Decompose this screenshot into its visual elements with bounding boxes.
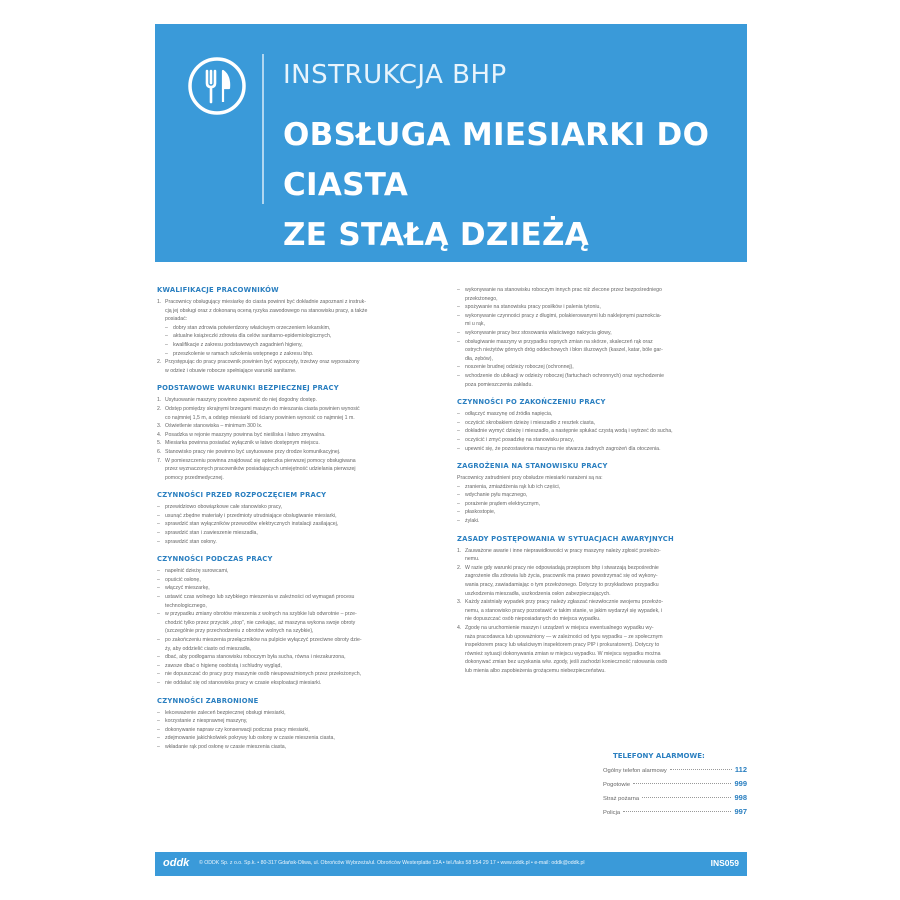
list-item (157, 324, 437, 333)
list-item-text: lub mienia albo zapobieżenia grożącemu niebezpieczeństwu. (465, 667, 606, 674)
list-marker: 1. (457, 547, 462, 554)
list-item (157, 431, 437, 440)
list-item (457, 363, 737, 372)
list-item-text: wkładanie rąk pod osłonę w czasie mieszenia ciasta, (165, 743, 287, 750)
phone-row: Ogólny telefon alarmowy 112 (603, 765, 747, 774)
list-marker: 1. (157, 299, 162, 305)
list-item (457, 624, 737, 633)
list-marker: – (165, 350, 168, 357)
section-title: ZASADY POSTĘPOWANIA W SYTUACJACH AWARYJNYCH (457, 534, 674, 543)
list-item-text: (szczególnie przy przechodzeniu z obrotów wolnych na szybkie), (165, 628, 314, 635)
list-marker: 6. (157, 448, 162, 455)
list-marker: – (157, 611, 160, 618)
list-item (457, 590, 737, 599)
oddk-logo: oddk (163, 857, 190, 869)
list-item (157, 610, 437, 619)
list-item (457, 381, 737, 390)
list-marker: 2. (157, 405, 162, 412)
list-marker: – (457, 500, 460, 507)
list-item-text: również sytuacji dokonywania zmian w miejscu wypadku. W miejscu wypadku można (465, 650, 661, 657)
phones-title: TELEFONY ALARMOWE: (613, 752, 705, 760)
list-item-text: dokonywanie napraw czy konserwacji podczas pracy miesiarki, (165, 726, 310, 733)
list-item-text: dła, zębów), (465, 355, 493, 362)
document-code: INS059 (710, 858, 739, 868)
list-item-text: sprawdzić stan wyłączników przewodów elektrycznych instalacji zasilającej, (165, 521, 339, 528)
list-item (157, 653, 437, 662)
publisher-address: © ODDK Sp. z o.o. Sp.k. • 80-317 Gdańsk-Oliwa, ul. Obrońców Wybrzeża/ul. Obrońców Westerplatte 12A • tel./faks 58 554 29 17 • www.oddk.pl • e-mail: oddk@oddk.pl (199, 860, 585, 866)
list-item (457, 615, 737, 624)
list-item-text: wchodzenie do ubikacji w odzieży roboczej (fartuchach ochronnych) oraz wychodzenie (465, 372, 664, 379)
list-item-text: wykonywanie na stanowisku roboczym innych prac niż zlecone przez bezpośredniego (465, 287, 662, 293)
list-item-text: Każdy zaistniały wypadek przy pracy należy zgłaszać niezwłocznie swojemu przełożo- (465, 599, 664, 606)
section-title: CZYNNOŚCI PODCZAS PRACY (157, 555, 273, 564)
list-marker: 4. (157, 431, 162, 438)
list-item (157, 734, 437, 743)
list-item (157, 645, 437, 654)
list-item-text: zawsze dbać o higienę osobistą i schludny wygląd, (165, 662, 282, 669)
list-item (457, 508, 737, 517)
list-item (457, 355, 737, 364)
list-item-text: co najmniej 1,5 m, a odstęp miesiarki od ściany powinien wynosić co najmniej 1 m. (165, 414, 355, 421)
list-item-text: Oświetlenie stanowiska – minimum 300 lx. (165, 423, 263, 430)
content-columns (157, 286, 747, 816)
list-item-text: uszkodzenia mieszadła, uszkodzenia osłon zabezpieczających. (465, 590, 611, 597)
phone-row: Pogotowie 999 (603, 779, 747, 788)
section-qualifications (157, 286, 437, 375)
list-marker: – (157, 594, 160, 601)
list-marker: 5. (157, 440, 162, 447)
section-during-work (157, 555, 437, 687)
list-item-text: w odzież i obuwie robocze spełniające warunki sanitarne. (165, 367, 297, 374)
list-marker: – (457, 372, 460, 379)
list-item-text: odłączyć maszynę od źródła napięcia, (465, 411, 553, 418)
list-marker: – (457, 329, 460, 336)
list-item (157, 307, 437, 316)
list-marker: 7. (157, 457, 162, 464)
section-title: CZYNNOŚCI PRZED ROZPOCZĘCIEM PRACY (157, 491, 327, 500)
section-title: KWALIFIKACJE PRACOWNIKÓW (157, 286, 279, 294)
list-item (157, 465, 437, 474)
list-marker: – (157, 504, 160, 511)
list-item (157, 602, 437, 611)
list-item-text: przewidziowo obowiązkowe całe stanowisko pracy, (165, 504, 282, 511)
list-marker: – (457, 304, 460, 311)
section-title: PODSTAWOWE WARUNKI BEZPIECZNEJ PRACY (157, 384, 339, 393)
list-item (157, 298, 437, 307)
list-marker: – (165, 324, 168, 331)
list-item (157, 414, 437, 423)
list-item (157, 315, 437, 324)
list-item-text: ostrych nieżytów górnych dróg oddechowych i błon śluzowych (kaszel, katar, bóle gar- (465, 347, 663, 354)
list-item (157, 717, 437, 726)
list-item (457, 555, 737, 564)
header-divider (262, 54, 264, 204)
list-item-text: korzystanie z niesprawnej maszyny, (165, 718, 248, 725)
list-item-text: wania pracy, zawiadamiając o tym przełożonego. Dotyczy to przykładowo przypadku (465, 582, 659, 589)
list-item-text: poza pomieszczenia zakładu. (465, 381, 533, 388)
list-marker: – (457, 492, 460, 499)
list-item (457, 483, 737, 492)
emergency-phones (603, 752, 747, 821)
section-hazards (457, 462, 737, 526)
list-marker: – (157, 735, 160, 742)
list-item-text: Zgodę na uruchomienie maszyn i urządzeń w miejscu ewentualnego wypadku wy- (465, 625, 654, 631)
list-marker: 2. (157, 359, 162, 366)
poster-footer (155, 852, 747, 876)
list-marker: – (157, 726, 160, 733)
list-marker: 1. (157, 397, 162, 404)
list-item (457, 547, 737, 556)
list-item-text: dokładnie wymyć dzieżę i mieszadło, a następnie spłukać czystą wodą i wytrzeć do sucha, (465, 428, 673, 435)
section-forbidden-continued (457, 286, 737, 389)
list-item-text: noszenie brudnej odzieży roboczej (ochronnej), (465, 364, 574, 371)
list-marker: – (165, 333, 168, 340)
list-marker: 3. (157, 423, 162, 430)
list-item (457, 329, 737, 338)
list-marker: – (157, 679, 160, 686)
list-item-text: dokonywać zmian bez uzyskania w/w. zgody, jeśli zachodzi konieczność ratowania osób (465, 659, 668, 666)
list-item-text: raża pracodawca lub upoważniony — w zależności od typu wypadku – ze społecznym (465, 633, 663, 640)
list-item (457, 410, 737, 419)
list-item (457, 491, 737, 500)
list-item-text: oczyścić skrobakiem dzieżę i mieszadło z resztek ciasta, (465, 419, 596, 426)
list-item-text: wykonywanie czynności pracy z długimi, polakierowanymi lub naklejonymi paznokcia- (465, 312, 662, 319)
list-item (157, 332, 437, 341)
list-marker: – (457, 287, 460, 293)
list-marker: 2. (457, 564, 462, 571)
list-item-text: technologicznego, (165, 602, 207, 609)
list-marker: 4. (457, 625, 462, 631)
list-item-text: ży, aby oddzielić ciasto od mieszadła, (165, 645, 252, 652)
list-item (157, 405, 437, 414)
poster-header (155, 24, 747, 262)
title-line-2: ZE STAŁĄ DZIEŻĄ (283, 217, 590, 253)
list-item-text: kwalifikacje z zakresu podstawowych zagadnień higieny, (173, 341, 303, 348)
list-item-text: wykonywanie pracy bez stosowania właściwego nakrycia głowy, (465, 329, 612, 336)
list-item-text: żylaki. (465, 518, 480, 525)
list-item (157, 396, 437, 405)
list-item (157, 576, 437, 585)
list-item-text: sprawdzić stan i zawieszenie mieszadła, (165, 530, 258, 537)
list-item (457, 295, 737, 304)
document-title (283, 110, 747, 260)
list-item (157, 538, 437, 547)
fork-knife-icon (187, 56, 247, 116)
list-item (157, 593, 437, 602)
list-marker: – (457, 436, 460, 443)
list-item (457, 517, 737, 526)
list-item-text: Stanowisko pracy nie powinno być usytuowane przy drodze komunikacyjnej. (165, 448, 341, 455)
list-item-text: W razie gdy warunki pracy nie odpowiadają przepisom bhp i stwarzają bezpośrednie (465, 564, 659, 571)
section-emergency (457, 535, 737, 676)
list-item (457, 427, 737, 436)
list-item (157, 670, 437, 679)
list-marker: 3. (457, 599, 462, 606)
list-item-text: Miesiarka powinna posiadać wyłącznik w łatwo dostępnym miejscu. (165, 440, 320, 447)
list-marker: – (157, 585, 160, 592)
list-item-text: nemu, a stanowisko pracy pozostawić w takim stanie, w jakim wydarzył się wypadek, i (465, 607, 663, 614)
list-item (157, 457, 437, 466)
list-marker: – (457, 312, 460, 319)
list-item-text: zranienia, zmiażdżenia rąk lub ich części, (465, 483, 561, 490)
list-item-text: przeszkolenie w ramach szkolenia wstępnego z zakresu bhp. (173, 350, 314, 357)
list-marker: – (457, 338, 460, 345)
list-item-text: zagrożenie dla zdrowia lub życia, pracownik ma prawo powstrzymać się od wykony- (465, 573, 658, 580)
list-marker: – (157, 576, 160, 583)
list-marker: – (165, 341, 168, 348)
list-marker: – (457, 364, 460, 371)
list-item (457, 320, 737, 329)
list-marker: – (457, 411, 460, 418)
list-item-text: nie dopuszczać do pracy przy maszynie osób nieupoważnionych przez przełożonych, (165, 671, 362, 678)
list-item-text: pomocy przedmedycznej. (165, 474, 224, 481)
list-item-text: cją jej obsługi oraz z dokonaną oceną ryzyka zawodowego na stanowisku pracy, a także (165, 307, 368, 314)
list-item (157, 341, 437, 350)
list-marker: – (457, 509, 460, 516)
list-item (457, 312, 737, 321)
list-item (457, 500, 737, 509)
list-item (157, 350, 437, 359)
list-item (457, 581, 737, 590)
left-column (157, 286, 437, 761)
list-item-text: zdejmowanie jakichkolwiek pokrywy lub osłony w czasie mieszenia ciasta, (165, 735, 335, 742)
list-item (157, 358, 437, 367)
list-marker: – (457, 445, 460, 452)
list-item (457, 436, 737, 445)
list-item-text: opuścić osłonę, (165, 576, 201, 583)
section-forbidden (157, 697, 437, 752)
document-kicker: INSTRUKCJA BHP (283, 60, 507, 90)
list-item (457, 346, 737, 355)
list-item-text: nie oddalać się od stanowiska pracy w czasie eksploatacji miesiarki. (165, 679, 322, 686)
list-item (457, 564, 737, 573)
list-item-text: aktualne książeczki zdrowia dla celów sanitarno-epidemiologicznych, (173, 333, 332, 340)
list-item (157, 627, 437, 636)
list-marker: – (157, 530, 160, 537)
list-item (457, 338, 737, 347)
list-item (157, 726, 437, 735)
list-item (157, 743, 437, 752)
list-item-text: wdychanie pyłu mącznego, (465, 492, 528, 499)
list-item-text: porażenie prądem elektrycznym, (465, 500, 540, 507)
list-item (157, 422, 437, 431)
list-item-text: nemu. (465, 556, 480, 563)
list-item-text: napełnić dzieżę surowcami, (165, 568, 229, 575)
list-item-text: spożywanie na stanowisku pracy posiłków i palenia tytoniu, (465, 304, 601, 311)
list-item (457, 667, 737, 676)
list-marker: – (157, 538, 160, 545)
section-title: ZAGROŻENIA NA STANOWISKU PRACY (457, 462, 608, 471)
list-item-text: przez wyznaczonych pracowników posiadających umiejętność udzielania pierwszej (165, 466, 356, 473)
list-item-text: włączyć mieszarkę, (165, 585, 210, 592)
list-item (157, 679, 437, 688)
list-marker: – (157, 662, 160, 669)
list-item (457, 650, 737, 659)
list-item (157, 584, 437, 593)
list-item (157, 636, 437, 645)
list-item (457, 633, 737, 642)
list-item-text: posiadać: (165, 316, 188, 323)
list-item (457, 286, 737, 295)
list-item (157, 367, 437, 376)
section-after-work (457, 398, 737, 453)
list-item-text: W pomieszczeniu powinna znajdować się apteczka pierwszej pomocy obsługiwana (165, 457, 356, 464)
phone-row: Straż pożarna 998 (603, 793, 747, 802)
right-column (457, 286, 737, 685)
list-marker: – (457, 518, 460, 525)
list-item (457, 598, 737, 607)
list-item (457, 372, 737, 381)
list-item (457, 419, 737, 428)
list-item (157, 439, 437, 448)
list-item-text: Odstęp pomiędzy skrajnymi brzegami maszyn do mieszania ciasta powinien wynosić (165, 405, 360, 412)
list-item-text: płaskostopie, (465, 509, 496, 516)
list-item-text: obsługiwanie maszyny w przypadku ropnych zmian na skórze, skaleczeń rąk oraz (465, 338, 653, 345)
list-marker: – (157, 718, 160, 725)
section-before-work (157, 491, 437, 546)
section-title: CZYNNOŚCI PO ZAKOŃCZENIU PRACY (457, 398, 606, 407)
list-item (457, 641, 737, 650)
phone-row: Policja 997 (603, 807, 747, 816)
list-marker: – (457, 428, 460, 435)
list-item-text: dbać, aby podłogarna stanowisku roboczym była sucha, równa i niezakurzona, (165, 654, 346, 661)
list-item (457, 303, 737, 312)
list-item (157, 662, 437, 671)
list-item-text: chodzić tylko przez przycisk „stop”, nie czekając, aż maszyna wykona swoje obroty (165, 619, 356, 626)
list-item (157, 512, 437, 521)
list-item (157, 619, 437, 628)
section-safe-conditions (157, 384, 437, 482)
list-item (157, 474, 437, 483)
list-item (457, 445, 737, 454)
list-marker: – (157, 743, 160, 750)
list-marker: – (157, 637, 160, 643)
list-item-text: ustawić czas wolnego lub szybkiego mieszenia w zależności od wymagań procesu (165, 594, 355, 601)
list-item-text: dobry stan zdrowia potwierdzony właściwym orzeczeniem lekarskim, (173, 324, 331, 331)
list-item-text: nie dopuszczać osób nieposiadanych do miejsca wypadku. (465, 616, 601, 623)
list-marker: – (157, 709, 160, 716)
list-item-text: Przystępując do pracy pracownik powinien być wypoczęty, trzeźwy oraz wyposażony (165, 359, 360, 366)
section-title: CZYNNOŚCI ZABRONIONE (157, 696, 259, 705)
list-item-text: sprawdzić stan osłony. (165, 538, 217, 545)
list-marker: – (457, 419, 460, 426)
list-marker: – (157, 671, 160, 678)
list-marker: – (157, 654, 160, 661)
list-item-text: Posadzka w rejonie maszyny powinna być nieśliska i łatwo zmywalna. (165, 431, 326, 438)
list-item-text: usunąć zbędne materiały i przedmioty utrudniające obsługiwanie miesiarki, (165, 512, 337, 519)
list-marker: – (457, 483, 460, 490)
title-line-1: OBSŁUGA MIESIARKI DO CIASTA (283, 117, 710, 203)
list-item (457, 658, 737, 667)
list-marker: – (157, 512, 160, 519)
instruction-poster (155, 24, 747, 876)
list-item-text: oczyścić i zmyć posadzkę na stanowisku pracy, (465, 436, 574, 443)
list-item-text: przełożonego, (465, 295, 498, 302)
hazards-intro: Pracownicy zatrudnieni przy obsłudze miesiarki narażeni są na: (457, 475, 603, 482)
list-item (157, 503, 437, 512)
list-item-text: Zauważone awarie i inne nieprawidłowości w pracy maszyny należy zgłosić przełożo- (465, 547, 661, 554)
list-item (157, 709, 437, 718)
list-item-text: w przypadku zmiany obrotów mieszenia z wolnych na szybkie lub odwrotnie – prze- (165, 611, 357, 618)
list-item-text: mi u rąk, (465, 321, 485, 328)
list-item-text: upewnić się, że pozostawiona maszyna nie stwarza żadnych zagrożeń dla otoczenia. (465, 445, 661, 452)
list-marker: – (157, 521, 160, 528)
list-item-text: lekceważenie zaleceń bezpiecznej obsługi miesiarki, (165, 709, 286, 716)
list-item-text: inspektorem pracy lub właściwym inspektorem pracy PIP i prokuratorem). Dotyczy to (465, 642, 660, 649)
list-item (157, 529, 437, 538)
list-marker: – (157, 568, 160, 575)
list-item-text: Pracownicy obsługujący miesiarkę do ciasta powinni być dokładnie zapoznani z instruk- (165, 299, 366, 305)
list-item (157, 520, 437, 529)
list-item-text: Usytuowanie maszyny powinno zapewnić do niej dogodny dostęp. (165, 397, 317, 404)
list-item (157, 448, 437, 457)
list-item (457, 572, 737, 581)
list-item (157, 567, 437, 576)
list-item (457, 607, 737, 616)
list-item-text: po zakończeniu mieszenia przełączników na pulpicie wyłączyć przeciwne obroty dzie- (165, 637, 362, 643)
